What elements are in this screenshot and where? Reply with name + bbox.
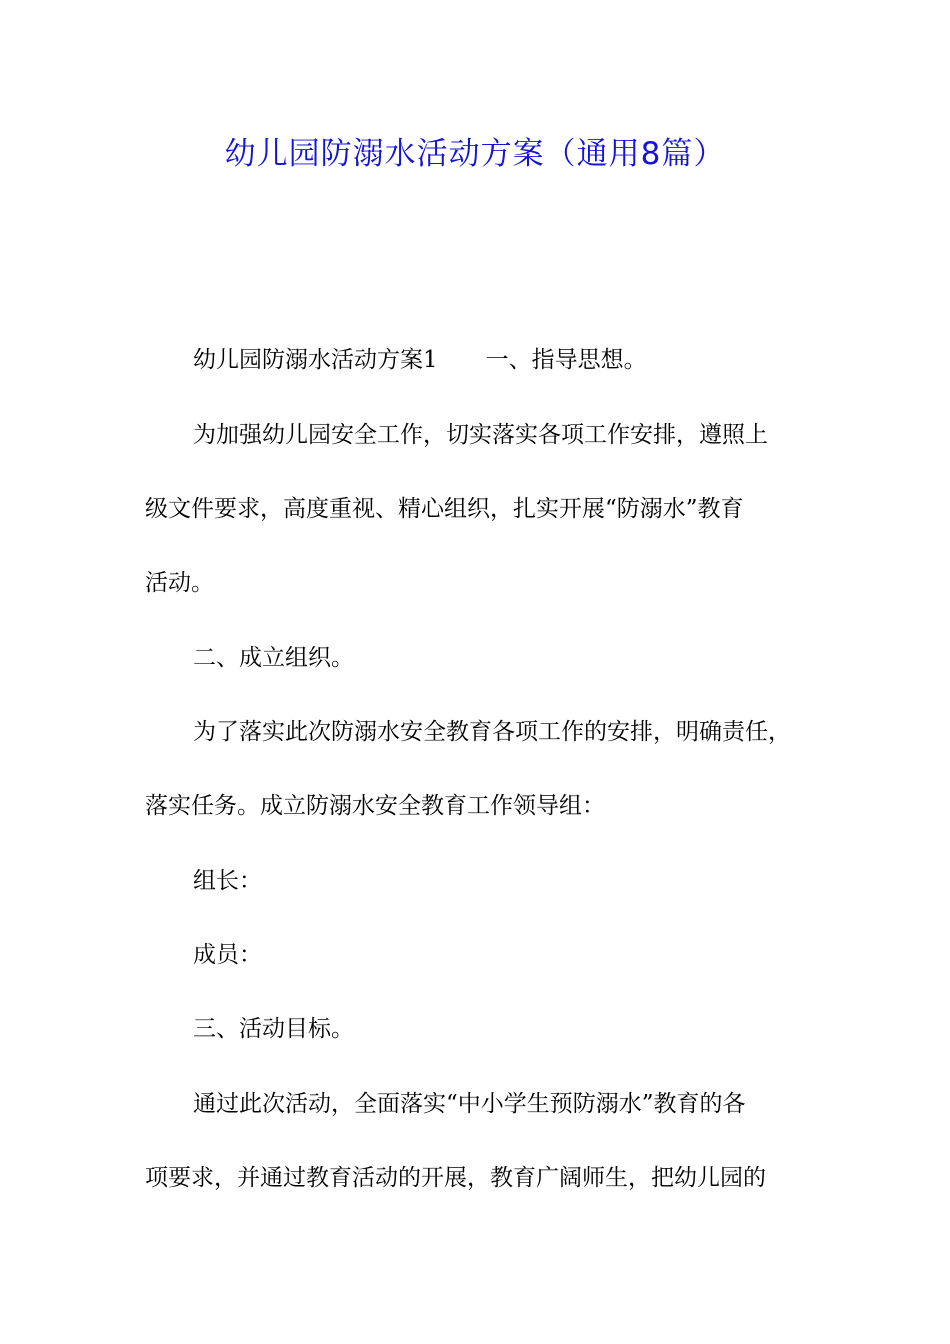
paragraph-line: 为了落实此次防溺水安全教育各项工作的安排，明确责任， [193,719,791,745]
subsection-heading: 二、成立组织。 [193,645,354,671]
subsection-heading: 一、指导思想。 [485,347,647,373]
paragraph-line: 活动。 [145,570,214,596]
paragraph-line: 组长： [193,868,262,894]
paragraph-line: 落实任务。成立防溺水安全教育工作领导组： [145,793,605,819]
subsection-heading: 三、活动目标。 [193,1016,354,1042]
paragraph-line: 通过此次活动，全面落实“中小学生预防溺水”教育的各 [193,1091,746,1117]
paragraph-line: 成员： [193,942,262,968]
paragraph-line: 为加强幼儿园安全工作，切实落实各项工作安排，遵照上 [193,422,768,448]
section-heading: 幼儿园防溺水活动方案1 [193,347,438,373]
paragraph-line: 项要求，并通过教育活动的开展，教育广阔师生，把幼儿园的 [145,1165,766,1191]
heading-line [193,345,647,375]
document-title: 幼儿园防溺水活动方案（通用8篇） [224,136,726,172]
paragraph-line: 级文件要求，高度重视、精心组织，扎实开展“防溺水”教育 [145,496,744,522]
